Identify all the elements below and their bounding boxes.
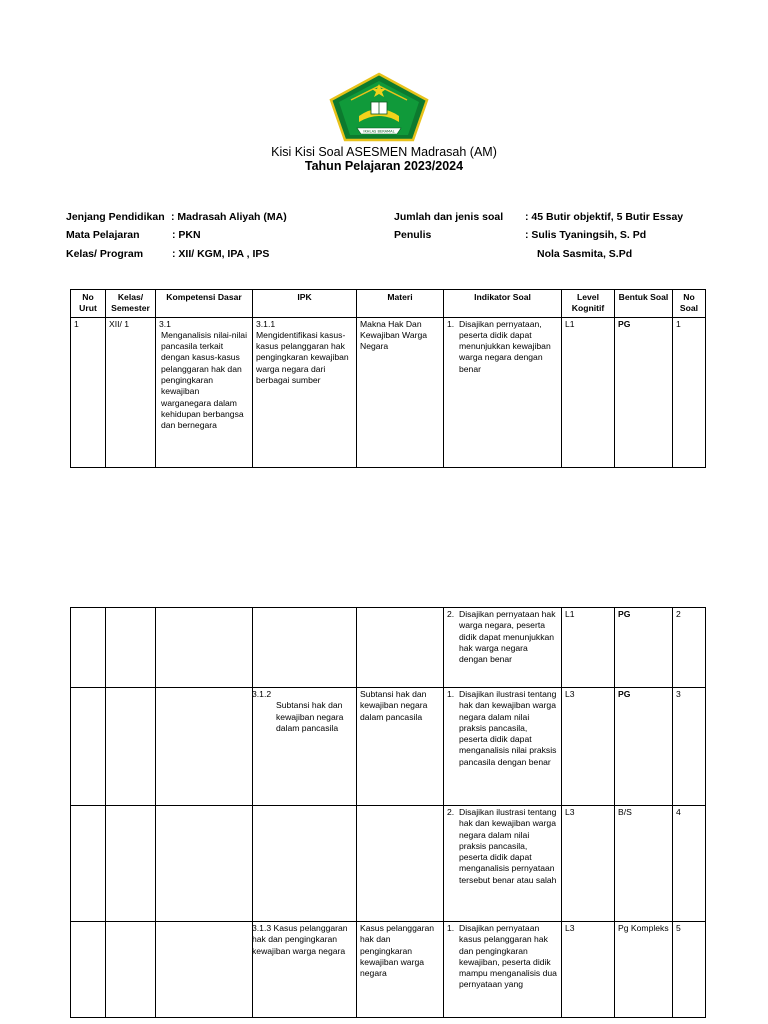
cell-soal: 2 <box>673 608 706 688</box>
cell-level: L1 <box>562 317 615 467</box>
ipk-text: Mengidentifikasi kasus-kasus pelanggaran hak pengingkaran kewajiban warga negara dari berbagai sumber <box>256 329 349 386</box>
jumlah-label: Jumlah dan jenis soal <box>394 211 504 223</box>
cell-bentuk: Pg Kompleks <box>615 922 673 1018</box>
table-row <box>71 317 706 467</box>
kisi-table-page1 <box>70 289 706 468</box>
cell-soal: 4 <box>673 806 706 922</box>
mapel-value: : PKN <box>172 229 201 241</box>
indicator-number: 1. <box>447 923 455 933</box>
penulis-value: : Sulis Tyaningsih, S. Pd <box>525 229 647 241</box>
cell-indikator <box>444 922 562 1018</box>
ipk-text: Subtansi hak dan kewajiban negara dalam pancasila <box>276 700 344 733</box>
indicator-number: 1. <box>447 689 455 699</box>
cell-ipk <box>253 688 357 806</box>
header-indikator: Indikator Soal <box>444 290 562 318</box>
kisi-table-page2 <box>70 607 706 1018</box>
cell-soal: 3 <box>673 688 706 806</box>
cell-no: 1 <box>71 317 106 467</box>
header-ipk: IPK <box>253 290 357 318</box>
cell-kelas: XII/ 1 <box>106 317 156 467</box>
penulis-label: Penulis <box>394 229 432 241</box>
indicator-text: Disajikan pernyataan kasus pelanggaran hak dan pengingkaran kewajiban, peserta didik mampu menganalisis dua pernyataan yang <box>459 923 557 990</box>
cell-level: L3 <box>562 922 615 1018</box>
header-kompetensi-dasar: Kompetensi Dasar <box>156 290 253 318</box>
cell-indikator <box>444 688 562 806</box>
header-kelas-semester: Kelas/ Semester <box>106 290 156 318</box>
header-materi: Materi <box>357 290 444 318</box>
cell-soal: 5 <box>673 922 706 1018</box>
cell-indikator <box>444 806 562 922</box>
kd-number: 3.1 <box>159 318 171 329</box>
cell-level: L1 <box>562 608 615 688</box>
table-header-row <box>71 290 706 318</box>
ipk-number: 3.1.1 <box>256 318 276 329</box>
cell-kd <box>156 317 253 467</box>
indicator-number: 2. <box>447 807 455 817</box>
kd-text: Menganalisis nilai-nilai pancasila terkait dengan kasus-kasus pelanggaran hak dan pengingkaran kewajiban warganegara dalam kehidupan berbangsa dan bernegara <box>161 329 247 431</box>
table-row <box>71 688 706 806</box>
svg-text:IKHLAS BERAMAL: IKHLAS BERAMAL <box>363 129 395 134</box>
header-no-urut: No Urut <box>71 290 106 318</box>
ipk-number: 3.1.3 <box>252 923 272 933</box>
penulis-value-2: Nola Sasmita, S.Pd <box>537 248 633 260</box>
table-row <box>71 806 706 922</box>
cell-bentuk: PG <box>615 317 673 467</box>
jenjang-value: : Madrasah Aliyah (MA) <box>171 211 287 223</box>
indicator-text: Disajikan pernyataan, peserta didik dapat menunjukkan kewajiban warga negara dengan benar <box>459 318 551 374</box>
cell-ipk <box>253 317 357 467</box>
header-no-soal: No Soal <box>673 290 706 318</box>
indicator-number: 1. <box>447 318 455 329</box>
cell-indikator <box>444 608 562 688</box>
kelas-value: : XII/ KGM, IPA , IPS <box>172 248 270 260</box>
cell-ipk <box>253 922 357 1018</box>
cell-level: L3 <box>562 688 615 806</box>
ipk-number: 3.1.2 <box>252 689 272 699</box>
jumlah-value: : 45 Butir objektif, 5 Butir Essay <box>525 211 684 223</box>
header-level: Level Kognitif <box>562 290 615 318</box>
cell-bentuk: PG <box>615 608 673 688</box>
cell-soal: 1 <box>673 317 706 467</box>
indicator-text: Disajikan ilustrasi tentang hak dan kewajiban warga negara dalam nilai praksis pancasila, peserta didik dapat menganalisis nilai praksis pancasila dengan benar <box>459 689 557 767</box>
table-row <box>71 608 706 688</box>
cell-materi: Makna Hak Dan Kewajiban Warga Negara <box>357 317 444 467</box>
kemenag-logo <box>329 72 429 142</box>
document-subtitle: Tahun Pelajaran 2023/2024 <box>304 159 464 173</box>
table-row <box>71 922 706 1018</box>
header-bentuk: Bentuk Soal <box>615 290 673 318</box>
cell-materi: Subtansi hak dan kewajiban negara dalam pancasila <box>357 688 444 806</box>
kelas-label: Kelas/ Program <box>66 248 144 260</box>
jenjang-label: Jenjang Pendidikan <box>66 211 165 223</box>
cell-indikator <box>444 317 562 467</box>
ipk-text: 3.1.3 Kasus pelanggaran hak dan pengingkaran kewajiban warga negara <box>252 923 348 956</box>
indicator-number: 2. <box>447 609 455 619</box>
document-title: Kisi Kisi Soal ASESMEN Madrasah (AM) <box>271 145 497 159</box>
cell-materi: Kasus pelanggaran hak dan pengingkaran kewajiban warga negara <box>357 922 444 1018</box>
cell-bentuk: B/S <box>615 806 673 922</box>
mapel-label: Mata Pelajaran <box>66 229 140 241</box>
cell-level: L3 <box>562 806 615 922</box>
indicator-text: Disajikan ilustrasi tentang hak dan kewajiban warga negara dalam nilai praksis pancasila, peserta didik dapat menganalisis pernyataan tersebut benar atau salah <box>459 807 557 885</box>
indicator-text: Disajikan pernyataan hak warga negara, peserta didik dapat menunjukkan hak warga negara dengan benar <box>459 609 556 665</box>
cell-bentuk: PG <box>615 688 673 806</box>
